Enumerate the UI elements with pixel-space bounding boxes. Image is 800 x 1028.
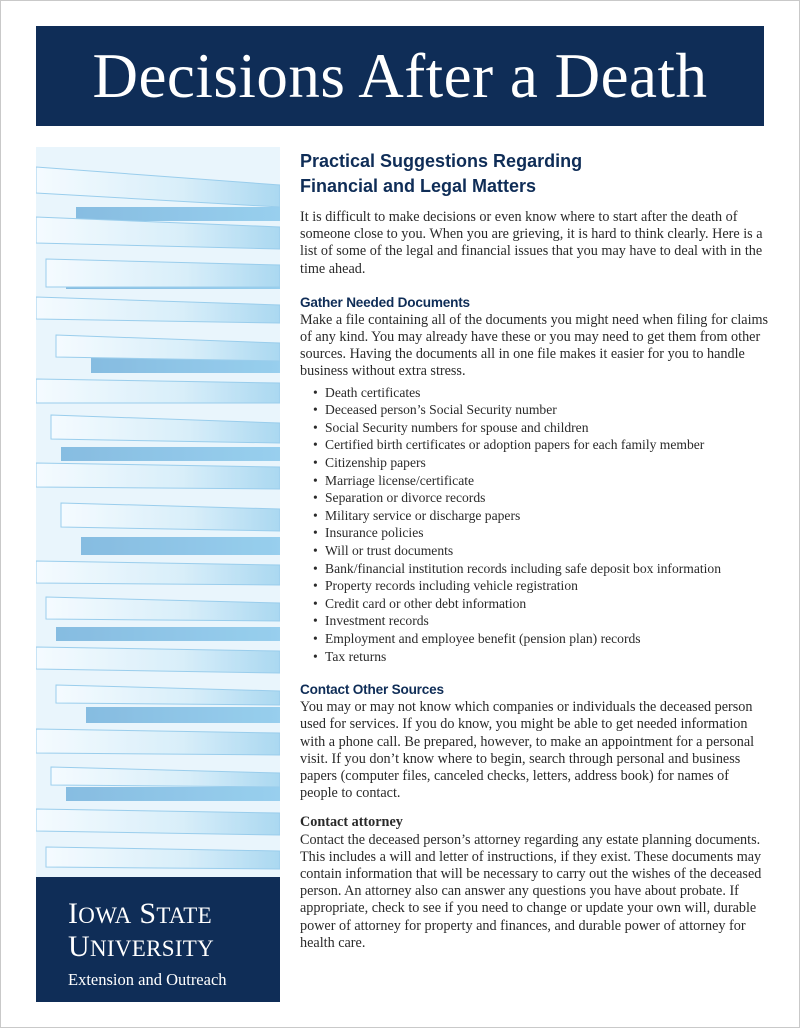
list-item: • Certified birth certificates or adoption papers for each family member: [313, 436, 770, 454]
stacked-documents-image: [36, 147, 280, 877]
list-item: • Property records including vehicle registration: [313, 577, 770, 595]
logo-name-line2: UNIVERSITY: [68, 930, 215, 963]
list-item: • Credit card or other debt information: [313, 595, 770, 613]
contact-attorney-heading: Contact attorney: [300, 814, 403, 831]
article-body: [300, 149, 770, 952]
title-banner: [36, 26, 764, 126]
logo-name-line1: IOWA STATE: [68, 897, 212, 930]
gather-documents-heading: Gather Needed Documents: [300, 294, 470, 310]
documents-list: [300, 384, 770, 666]
logo-subtitle: Extension and Outreach: [68, 970, 227, 989]
list-item: • Military service or discharge papers: [313, 507, 770, 525]
list-item: • Insurance policies: [313, 524, 770, 542]
paper-stack-graphic: [36, 147, 280, 877]
university-logo: [36, 877, 280, 1002]
article-heading-line1: Practical Suggestions Regarding: [300, 151, 583, 171]
article-heading-line2: Financial and Legal Matters: [300, 176, 537, 196]
list-item: • Will or trust documents: [313, 542, 770, 560]
contact-sources-paragraph: You may or may not know which companies or individuals the deceased person used for services. If you do know, you might be able to get needed information with a phone call. Be prepared, however, to make an appointment for a personal visit. If you don’t know where to begin, search through personal and business papers (computer files, canceled checks, letters, address book) for names of people to contact.: [300, 699, 755, 802]
list-item: • Social Security numbers for spouse and children: [313, 419, 770, 437]
list-item: • Investment records: [313, 612, 770, 630]
list-item: • Marriage license/certificate: [313, 472, 770, 490]
contact-sources-heading: Contact Other Sources: [300, 682, 444, 698]
list-item: • Separation or divorce records: [313, 489, 770, 507]
gather-documents-paragraph: Make a file containing all of the documents you might need when filing for claims of any kind. You may already have these or you may need to get them from other sources. Having the documents all in one file makes it easier for you to handle business without extra stress.: [300, 311, 769, 380]
list-item: • Citizenship papers: [313, 454, 770, 472]
intro-paragraph: It is difficult to make decisions or even know where to start after the death of someone close to you. When you are grieving, it is hard to think clearly. Here is a list of some of the legal and financial issues that you may have to deal with in the time ahead.: [300, 209, 763, 277]
list-item: • Death certificates: [313, 384, 770, 402]
contact-attorney-paragraph: Contact the deceased person’s attorney regarding any estate planning documents. This includes a will and letter of instructions, if they exist. These documents may contain information that will be necessary to carry out the wishes of the deceased person. An attorney also can answer any questions you have about probate. If appropriate, check to see if you need to change or update your own will, durable power of attorney for property and finances, and durable power of attorney for health care.: [300, 831, 762, 951]
page-title: Decisions After a Death: [92, 40, 708, 111]
article-heading: [300, 149, 770, 199]
list-item: • Tax returns: [313, 648, 770, 666]
list-item: • Employment and employee benefit (pension plan) records: [313, 630, 770, 648]
list-item: • Bank/financial institution records including safe deposit box information: [313, 560, 770, 578]
list-item: • Deceased person’s Social Security number: [313, 401, 770, 419]
